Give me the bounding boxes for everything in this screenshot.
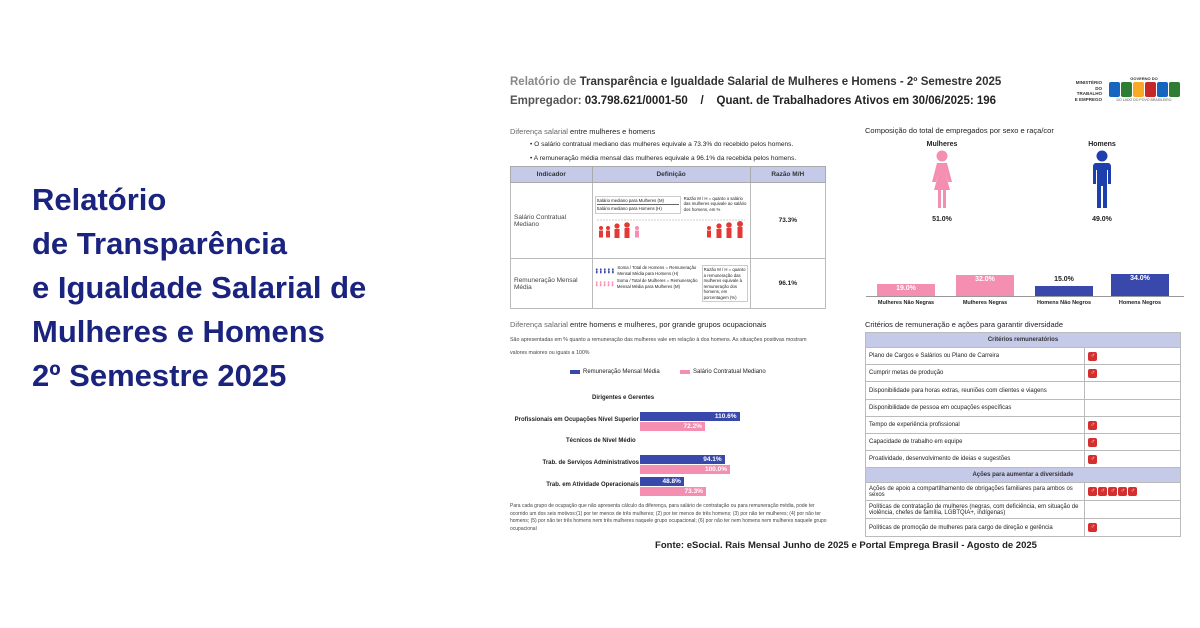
legend-label: Salário Contratual Mediano [693, 369, 766, 375]
report-preview [504, 70, 1188, 560]
employer-cnpj: 03.798.621/0001-50 [584, 95, 688, 107]
legend-item [680, 369, 766, 375]
criteria-label: Tempo de experiência profissional [866, 417, 1085, 434]
group-row-label: Trab. de Serviços Administrativos [542, 460, 639, 466]
composition-title: Composição do total de empregados por sexo e raça/cor [865, 126, 1054, 135]
group-row-label: Trab. em Atividade Operacionais [546, 482, 639, 488]
race-category-label: Homens Não Negros [1036, 300, 1092, 306]
bullet-text: O salário contratual mediano das mulheres equivale a 73.3% do recebido pelos homens. [534, 141, 794, 148]
table-header: Razão M/H [750, 167, 825, 183]
criteria-label: Proatividade, desenvolvimento de ideias e sugestões [866, 451, 1085, 468]
remuneracao-bar: 94.1% [640, 455, 725, 464]
people-icon: ♂ [1118, 487, 1127, 496]
race-bar-label: 32.0% [975, 276, 995, 284]
table-row [866, 501, 1181, 519]
table-row [866, 348, 1181, 365]
race-category-label: Homens Negros [1118, 300, 1162, 306]
formula-note: Razão M / H = quanto o salário das mulheres equivale ao salário dos homens, em % [683, 195, 747, 212]
ministry-line: MINISTÉRIO [1075, 80, 1102, 85]
legend-item [570, 369, 660, 375]
formula-bottom: Salário mediano para Homens (H) [596, 206, 662, 211]
table-header: Indicador [511, 167, 593, 183]
people-icon: ♂ [1088, 487, 1097, 496]
table-row [866, 382, 1181, 400]
people-icon: ♂ [1088, 438, 1097, 447]
people-icon: ♂ [1088, 523, 1097, 532]
people-icon: ♂ [1128, 487, 1137, 496]
indicator-table [510, 166, 826, 309]
ministry-line: E EMPREGO [1074, 96, 1102, 102]
table-row [866, 365, 1181, 382]
salario-bar: 100.0% [640, 465, 730, 474]
table-row [511, 259, 826, 309]
definition-cell [592, 183, 750, 259]
race-category-label: Mulheres Negras [962, 300, 1008, 306]
diff-section-title [510, 127, 655, 136]
criteria-label: Capacidade de trabalho em equipe [866, 434, 1085, 451]
man-icon [1089, 150, 1115, 210]
table-row [866, 519, 1181, 537]
table-row [866, 417, 1181, 434]
criteria-label: Plano de Cargos e Salários ou Plano de Carreira [866, 348, 1085, 365]
source-note: Fonte: eSocial. Rais Mensal Junho de 2025 e Portal Emprega Brasil - Agosto de 2025 [655, 540, 1037, 551]
workers-count: 196 [976, 95, 997, 107]
banner-title [32, 178, 472, 398]
women-label: Mulheres [926, 141, 958, 148]
ratio-value: 73.3% [750, 183, 825, 259]
people-icon: ♂ [1088, 369, 1097, 378]
criteria-label: Disponibilidade de pessoa em ocupações específicas [866, 400, 1085, 417]
criteria-icons [1085, 519, 1181, 537]
criteria-label: Ações de apoio a compartilhamento de obrigações familiares para ambos os sexos [866, 483, 1085, 501]
legend-swatch [680, 370, 690, 374]
criteria-icons [1085, 434, 1181, 451]
criteria-icons [1085, 382, 1181, 400]
criteria-icons [1085, 365, 1181, 382]
formula-top: Soma / Total de Homens = Remuneração Mensal Média para Homens (H) [617, 265, 697, 276]
criteria-table [865, 332, 1181, 537]
people-illustration [595, 214, 747, 244]
race-category-label: Mulheres Não Negras [877, 300, 935, 306]
formula-top: Salário mediano para Mulheres (M) [596, 197, 664, 203]
criteria-label: Disponibilidade para horas extras, reuniões com clientes e viagens [866, 382, 1085, 400]
report-employer [510, 95, 996, 107]
report-title [510, 76, 1001, 88]
chart-axis [866, 296, 1184, 297]
people-icon: ♂ [1088, 455, 1097, 464]
legend-swatch [570, 370, 580, 374]
gov-brasil-logo [1106, 76, 1182, 106]
salario-bar: 72.2% [640, 422, 705, 431]
report-title-main: Transparência e Igualdade Salarial de Mulheres e Homens - 2º Semestre 2025 [579, 76, 1002, 88]
table-row [866, 434, 1181, 451]
formula-bottom: Soma / Total de Mulheres = Remuneração Mensal Média para Mulheres (M) [616, 278, 698, 289]
table-header: Definição [592, 167, 750, 183]
criteria-icons [1085, 451, 1181, 468]
banner-title-line: 2º Semestre 2025 [32, 358, 287, 393]
ministry-line: TRABALHO [1076, 91, 1102, 96]
men-pct: 49.0% [1092, 216, 1112, 223]
race-bar-label: 34.0% [1130, 275, 1150, 282]
criteria-section-heading: Critérios remuneratórios [866, 333, 1181, 348]
groups-section-title [510, 320, 766, 329]
women-icons [595, 279, 615, 289]
criteria-icons [1085, 417, 1181, 434]
race-bar-label: 15.0% [1054, 276, 1074, 284]
definition-cell [592, 259, 750, 309]
table-row [511, 183, 826, 259]
groups-title-rest: entre homens e mulheres, por grande grupos ocupacionais [570, 320, 767, 329]
ministry-line: DO [1095, 85, 1102, 91]
workers-label: Quant. de Trabalhadores Ativos em 30/06/2025: [716, 95, 974, 107]
brasil-wordmark [1106, 82, 1182, 97]
table-row [866, 451, 1181, 468]
indicator-label: Remuneração Mensal Média [511, 259, 593, 309]
men-label: Homens [1088, 141, 1116, 148]
table-row [866, 400, 1181, 417]
banner-title-line: e Igualdade Salarial de [32, 270, 367, 305]
diff-title-light: Diferença salarial [510, 127, 568, 136]
criteria-icons [1085, 501, 1181, 519]
criteria-icons [1085, 400, 1181, 417]
ministry-logo [1056, 80, 1102, 102]
race-bar-label: 19.0% [896, 284, 916, 292]
bullet-1: • O salário contratual mediano das mulheres equivale a 73.3% do recebido pelos homens. [530, 141, 794, 148]
indicator-label: Salário Contratual Mediano [511, 183, 593, 259]
groups-title-light: Diferença salarial [510, 320, 568, 329]
separator: / [700, 95, 704, 107]
remuneracao-bar: 48.8% [640, 477, 684, 486]
people-icon: ♂ [1088, 352, 1097, 361]
report-title-prefix: Relatório de [510, 76, 577, 88]
gov-tag: GOVERNO DO [1130, 76, 1158, 81]
remuneracao-bar: 110.6% [640, 412, 740, 421]
salario-bar: 73.3% [640, 487, 706, 496]
people-icon: ♂ [1088, 421, 1097, 430]
formula-note: Razão M / H = quanto a remuneração das mulheres equivale à remuneração dos homens, em porcentagem (%) [702, 265, 748, 302]
diff-title-rest: entre mulheres e homens [570, 127, 656, 136]
race-bar [1035, 286, 1093, 296]
banner-title-line: Relatório [32, 182, 167, 217]
bullet-text: A remuneração média mensal das mulheres equivale a 96.1% da recebida pelos homens. [533, 155, 797, 162]
people-icon: ♂ [1108, 487, 1117, 496]
category-heading: Técnicos de Nível Médio [566, 438, 636, 444]
gov-slogan: DO LADO DO POVO BRASILEIRO [1116, 98, 1172, 102]
men-icons [595, 266, 616, 276]
criteria-icons [1085, 483, 1181, 501]
category-heading: Dirigentes e Gerentes [592, 395, 655, 401]
bullet-2: • A remuneração média mensal das mulheres equivale a 96.1% da recebida pelos homens. [530, 155, 797, 162]
criteria-label: Políticas de promoção de mulheres para cargo de direção e gerência [866, 519, 1085, 537]
women-pct: 51.0% [932, 216, 952, 223]
criteria-label: Políticas de contratação de mulheres (negras, com deficiência, em situação de violência, chefes de família, LGBTQIA+, indígenas) [866, 501, 1085, 519]
criteria-icons [1085, 348, 1181, 365]
table-row [866, 483, 1181, 501]
criteria-label: Cumprir metas de produção [866, 365, 1085, 382]
groups-footnote: Para cada grupo de ocupação que não apresenta cálculo da diferença, para salário de contratação ou para remuneração média, pode ter ocorrido um dos seis motivos:(1) por ter menos de três mulheres; (2) por ter menos de três homens; (3) por não ter mulheres; (4) por não ter homens; (5) por não ter três homens nem três mulheres naquele grupo ocupacional; (6) por não ter nem homens nem mulheres naquele grupo ocupacional [510, 503, 827, 532]
group-row-label: Profissionais em Ocupações Nível Superior [514, 417, 639, 423]
criteria-section-heading: Ações para aumentar a diversidade [866, 468, 1181, 483]
criteria-title: Critérios de remuneração e ações para garantir diversidade [865, 320, 1064, 329]
banner-title-line: de Transparência [32, 226, 288, 261]
groups-description: São apresentadas em % quanto a remuneração das mulheres vale em relação à dos homens. As situações positivas mostram valores maiores ou iguais a 100% [510, 337, 807, 356]
legend-label: Remuneração Mensal Média [583, 369, 660, 375]
people-icon: ♂ [1098, 487, 1107, 496]
ratio-value: 96.1% [750, 259, 825, 309]
woman-icon [929, 150, 955, 210]
banner-title-line: Mulheres e Homens [32, 314, 325, 349]
employer-label: Empregador: [510, 95, 582, 107]
